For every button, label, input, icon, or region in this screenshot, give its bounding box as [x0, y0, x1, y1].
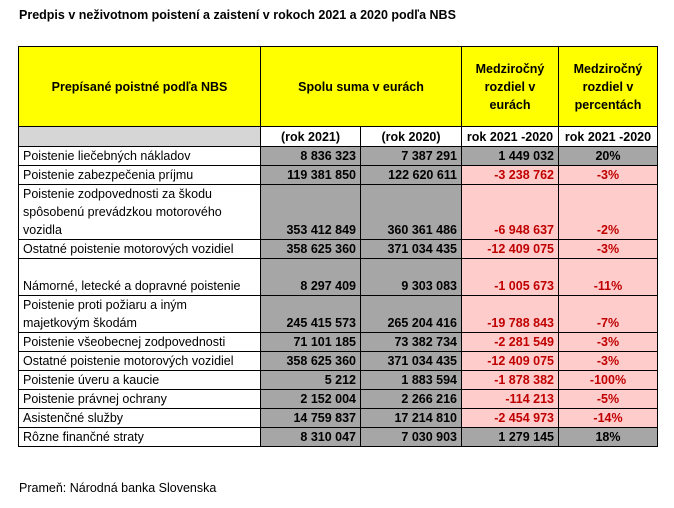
subheader-row — [19, 127, 658, 147]
row-diff-pct: -3% — [559, 166, 658, 185]
row-value-2021: 8 310 047 — [261, 428, 361, 447]
row-diff-pct: -5% — [559, 390, 658, 409]
row-diff-eur: -12 409 075 — [462, 240, 559, 259]
row-name: Asistenčné služby — [19, 409, 261, 428]
row-diff-eur: -2 281 549 — [462, 333, 559, 352]
source-note: Prameň: Národná banka Slovenska — [19, 481, 217, 495]
row-value-2020: 9 303 083 — [361, 259, 462, 296]
row-value-2021: 358 625 360 — [261, 240, 361, 259]
row-value-2020: 1 883 594 — [361, 371, 462, 390]
row-name: Poistenie zabezpečenia príjmu — [19, 166, 261, 185]
row-diff-eur: 1 449 032 — [462, 147, 559, 166]
row-name: Poistenie liečebných nákladov — [19, 147, 261, 166]
row-diff-eur: -1 878 382 — [462, 371, 559, 390]
row-value-2021: 71 101 185 — [261, 333, 361, 352]
row-diff-eur: -3 238 762 — [462, 166, 559, 185]
header-premium: Prepísané poistné podľa NBS — [19, 47, 261, 127]
row-value-2020: 122 620 611 — [361, 166, 462, 185]
row-name: Ostatné poistenie motorových vozidiel — [19, 352, 261, 371]
table-row — [19, 390, 658, 409]
row-value-2021: 2 152 004 — [261, 390, 361, 409]
row-value-2020: 265 204 416 — [361, 296, 462, 333]
table-row — [19, 166, 658, 185]
row-name: Námorné, letecké a dopravné poistenie — [19, 259, 261, 296]
page-title: Predpis v neživotnom poistení a zaistení v rokoch 2021 a 2020 podľa NBS — [19, 8, 456, 22]
row-value-2020: 360 361 486 — [361, 185, 462, 240]
table-row — [19, 333, 658, 352]
row-name: Ostatné poistenie motorových vozidiel — [19, 240, 261, 259]
subheader-blank — [19, 127, 261, 147]
subheader-2020: (rok 2020) — [361, 127, 462, 147]
row-diff-pct: -7% — [559, 296, 658, 333]
row-name: Poistenie právnej ochrany — [19, 390, 261, 409]
row-diff-pct: -3% — [559, 352, 658, 371]
premium-table — [18, 46, 658, 447]
table-row — [19, 240, 658, 259]
subheader-2021: (rok 2021) — [261, 127, 361, 147]
table-row — [19, 409, 658, 428]
row-value-2021: 5 212 — [261, 371, 361, 390]
table-row — [19, 428, 658, 447]
row-diff-pct: 18% — [559, 428, 658, 447]
row-diff-eur: -6 948 637 — [462, 185, 559, 240]
row-value-2021: 358 625 360 — [261, 352, 361, 371]
subheader-pct: rok 2021 -2020 — [559, 127, 658, 147]
row-diff-eur: -19 788 843 — [462, 296, 559, 333]
row-value-2021: 8 297 409 — [261, 259, 361, 296]
row-name: Poistenie zodpovednosti za škodu spôsobenú prevádzkou motorového vozidla — [19, 185, 261, 240]
row-diff-pct: -14% — [559, 409, 658, 428]
row-value-2021: 8 836 323 — [261, 147, 361, 166]
table-row — [19, 371, 658, 390]
row-diff-pct: -2% — [559, 185, 658, 240]
table-row — [19, 147, 658, 166]
header-diff-eur: Medziročný rozdiel v eurách — [462, 47, 559, 127]
row-value-2021: 119 381 850 — [261, 166, 361, 185]
row-diff-pct: 20% — [559, 147, 658, 166]
row-name: Poistenie všeobecnej zodpovednosti — [19, 333, 261, 352]
row-value-2020: 7 030 903 — [361, 428, 462, 447]
row-value-2020: 17 214 810 — [361, 409, 462, 428]
row-value-2021: 245 415 573 — [261, 296, 361, 333]
row-value-2020: 2 266 216 — [361, 390, 462, 409]
row-diff-eur: -2 454 973 — [462, 409, 559, 428]
row-diff-pct: -3% — [559, 333, 658, 352]
subheader-diff: rok 2021 -2020 — [462, 127, 559, 147]
table-row — [19, 352, 658, 371]
row-diff-pct: -100% — [559, 371, 658, 390]
row-name: Poistenie úveru a kaucie — [19, 371, 261, 390]
header-diff-pct: Medziročný rozdiel v percentách — [559, 47, 658, 127]
table-row — [19, 259, 658, 296]
row-diff-eur: -114 213 — [462, 390, 559, 409]
row-name: Rôzne finančné straty — [19, 428, 261, 447]
header-total: Spolu suma v eurách — [261, 47, 462, 127]
header-row — [19, 47, 658, 127]
row-diff-eur: -12 409 075 — [462, 352, 559, 371]
row-value-2020: 371 034 435 — [361, 352, 462, 371]
row-value-2020: 73 382 734 — [361, 333, 462, 352]
row-value-2021: 353 412 849 — [261, 185, 361, 240]
row-value-2020: 7 387 291 — [361, 147, 462, 166]
table-row — [19, 296, 658, 333]
row-diff-pct: -11% — [559, 259, 658, 296]
table-row — [19, 185, 658, 240]
row-value-2021: 14 759 837 — [261, 409, 361, 428]
row-value-2020: 371 034 435 — [361, 240, 462, 259]
row-diff-pct: -3% — [559, 240, 658, 259]
row-name: Poistenie proti požiaru a iným majetkovým škodám — [19, 296, 261, 333]
row-diff-eur: 1 279 145 — [462, 428, 559, 447]
row-diff-eur: -1 005 673 — [462, 259, 559, 296]
